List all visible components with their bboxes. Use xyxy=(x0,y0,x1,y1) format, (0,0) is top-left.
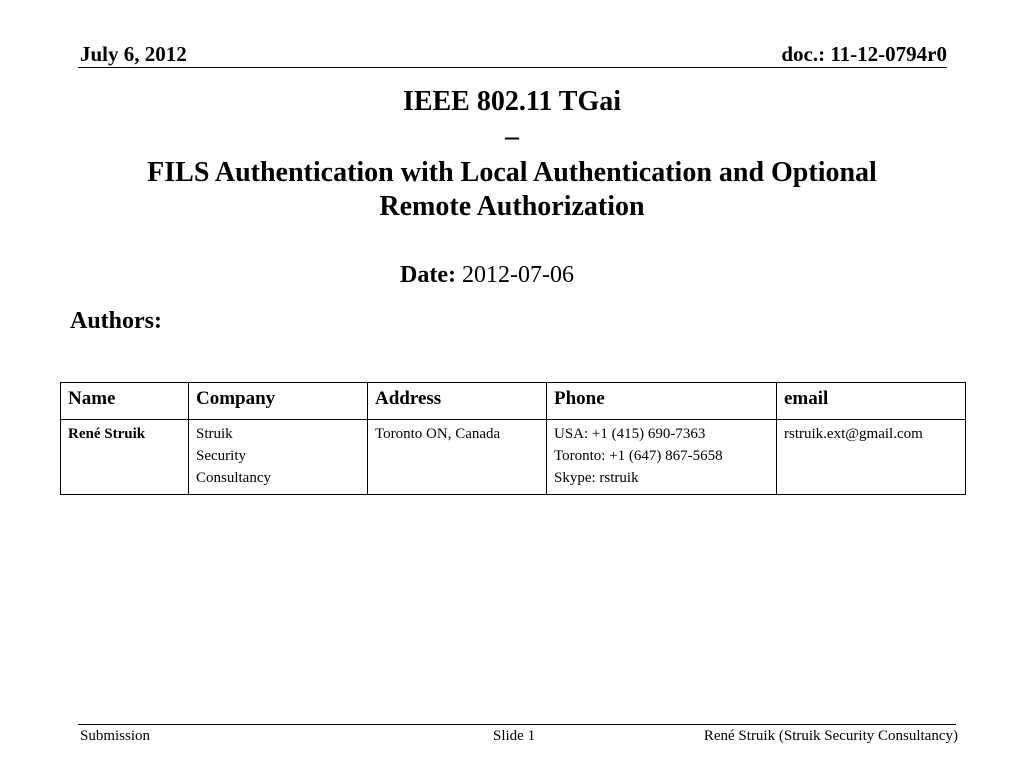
date-line xyxy=(0,262,1024,289)
table-row xyxy=(61,420,966,495)
column-header-phone: Phone xyxy=(547,383,777,420)
footer-submission: Submission xyxy=(80,728,151,744)
phone-line: USA: +1 (415) 690-7363 xyxy=(554,426,706,442)
author-address: Toronto ON, Canada xyxy=(368,420,547,495)
title-dash: – xyxy=(505,121,519,152)
company-line: Security xyxy=(196,448,246,464)
footer-divider xyxy=(78,724,956,725)
author-company xyxy=(189,420,368,495)
phone-line: Skype: rstruik xyxy=(554,470,639,486)
table-header-row xyxy=(61,383,966,420)
column-header-name: Name xyxy=(61,383,189,420)
authors-table xyxy=(60,382,966,495)
page-title: IEEE 802.11 TGai xyxy=(402,86,622,117)
header-doc-id: doc.: 11-12-0794r0 xyxy=(781,42,947,66)
author-phone xyxy=(547,420,777,495)
footer-author: René Struik (Struik Security Consultancy) xyxy=(703,728,958,744)
column-header-company: Company xyxy=(189,383,368,420)
authors-label: Authors: xyxy=(70,308,163,334)
page-subtitle xyxy=(0,156,1024,224)
header-date: July 6, 2012 xyxy=(80,42,187,66)
author-name: René Struik xyxy=(61,420,189,495)
date-label: Date: xyxy=(400,262,456,288)
date-value: 2012-07-06 xyxy=(461,262,574,288)
column-header-address: Address xyxy=(368,383,547,420)
author-email: rstruik.ext@gmail.com xyxy=(777,420,966,495)
company-line: Struik xyxy=(196,426,233,442)
column-header-email: email xyxy=(777,383,966,420)
company-line: Consultancy xyxy=(196,470,271,486)
footer-slide-number: Slide 1 xyxy=(493,728,536,744)
subtitle-text: FILS Authentication with Local Authentication and Optional Remote Authorization xyxy=(147,157,877,222)
header-divider xyxy=(78,67,947,68)
phone-line: Toronto: +1 (647) 867-5658 xyxy=(554,448,723,464)
